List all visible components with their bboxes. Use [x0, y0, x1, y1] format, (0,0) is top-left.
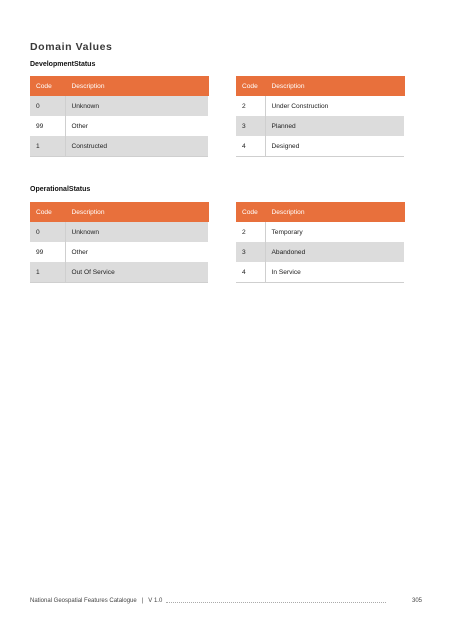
operational-status-table-left [30, 202, 209, 283]
table-header-row [30, 76, 208, 96]
code-cell: 99 [30, 116, 65, 136]
column-header-code: Code [30, 202, 65, 222]
description-cell: Temporary [265, 222, 404, 242]
code-cell: 0 [30, 96, 65, 116]
column-header-code: Code [236, 76, 265, 96]
code-cell: 4 [236, 136, 265, 157]
code-cell: 1 [30, 262, 65, 283]
description-cell: Constructed [65, 136, 208, 157]
column-header-description: Description [65, 76, 208, 96]
page-footer [30, 598, 422, 604]
description-cell: Unknown [65, 222, 208, 242]
description-cell: In Service [265, 262, 404, 283]
table-row [236, 262, 404, 283]
column-header-description: Description [65, 202, 208, 222]
code-cell: 3 [236, 242, 265, 262]
footer-publication: National Geospatial Features Catalogue [30, 598, 137, 604]
operational-status-table-right [236, 202, 405, 283]
table-row [236, 242, 404, 262]
section-title-operational-status: OperationalStatus [30, 186, 91, 193]
table-row [236, 222, 404, 242]
description-cell: Abandoned [265, 242, 404, 262]
footer-separator: | [141, 598, 144, 604]
column-header-description: Description [265, 76, 404, 96]
description-cell: Unknown [65, 96, 208, 116]
table-header-row [236, 202, 404, 222]
table-row [236, 136, 404, 157]
page-heading: Domain Values [30, 41, 113, 53]
table-row [30, 136, 208, 157]
table-header-row [30, 202, 208, 222]
column-header-code: Code [236, 202, 265, 222]
footer-dot-leader [166, 602, 386, 603]
table-row [30, 116, 208, 136]
table-row [236, 116, 404, 136]
code-cell: 1 [30, 136, 65, 157]
code-cell: 0 [30, 222, 65, 242]
description-cell: Other [65, 116, 208, 136]
description-cell: Other [65, 242, 208, 262]
table-row [236, 96, 404, 116]
code-cell: 4 [236, 262, 265, 283]
code-cell: 2 [236, 96, 265, 116]
table-row [30, 222, 208, 242]
development-status-table-left [30, 76, 209, 157]
section-title-development-status: DevelopmentStatus [30, 61, 96, 68]
table-row [30, 242, 208, 262]
description-cell: Out Of Service [65, 262, 208, 283]
table-header-row [236, 76, 404, 96]
description-cell: Designed [265, 136, 404, 157]
table-row [30, 262, 208, 283]
page-number: 305 [411, 598, 422, 604]
footer-version: V 1.0 [148, 598, 163, 604]
code-cell: 99 [30, 242, 65, 262]
column-header-code: Code [30, 76, 65, 96]
description-cell: Planned [265, 116, 404, 136]
code-cell: 2 [236, 222, 265, 242]
column-header-description: Description [265, 202, 404, 222]
table-row [30, 96, 208, 116]
development-status-table-right [236, 76, 405, 157]
code-cell: 3 [236, 116, 265, 136]
description-cell: Under Construction [265, 96, 404, 116]
